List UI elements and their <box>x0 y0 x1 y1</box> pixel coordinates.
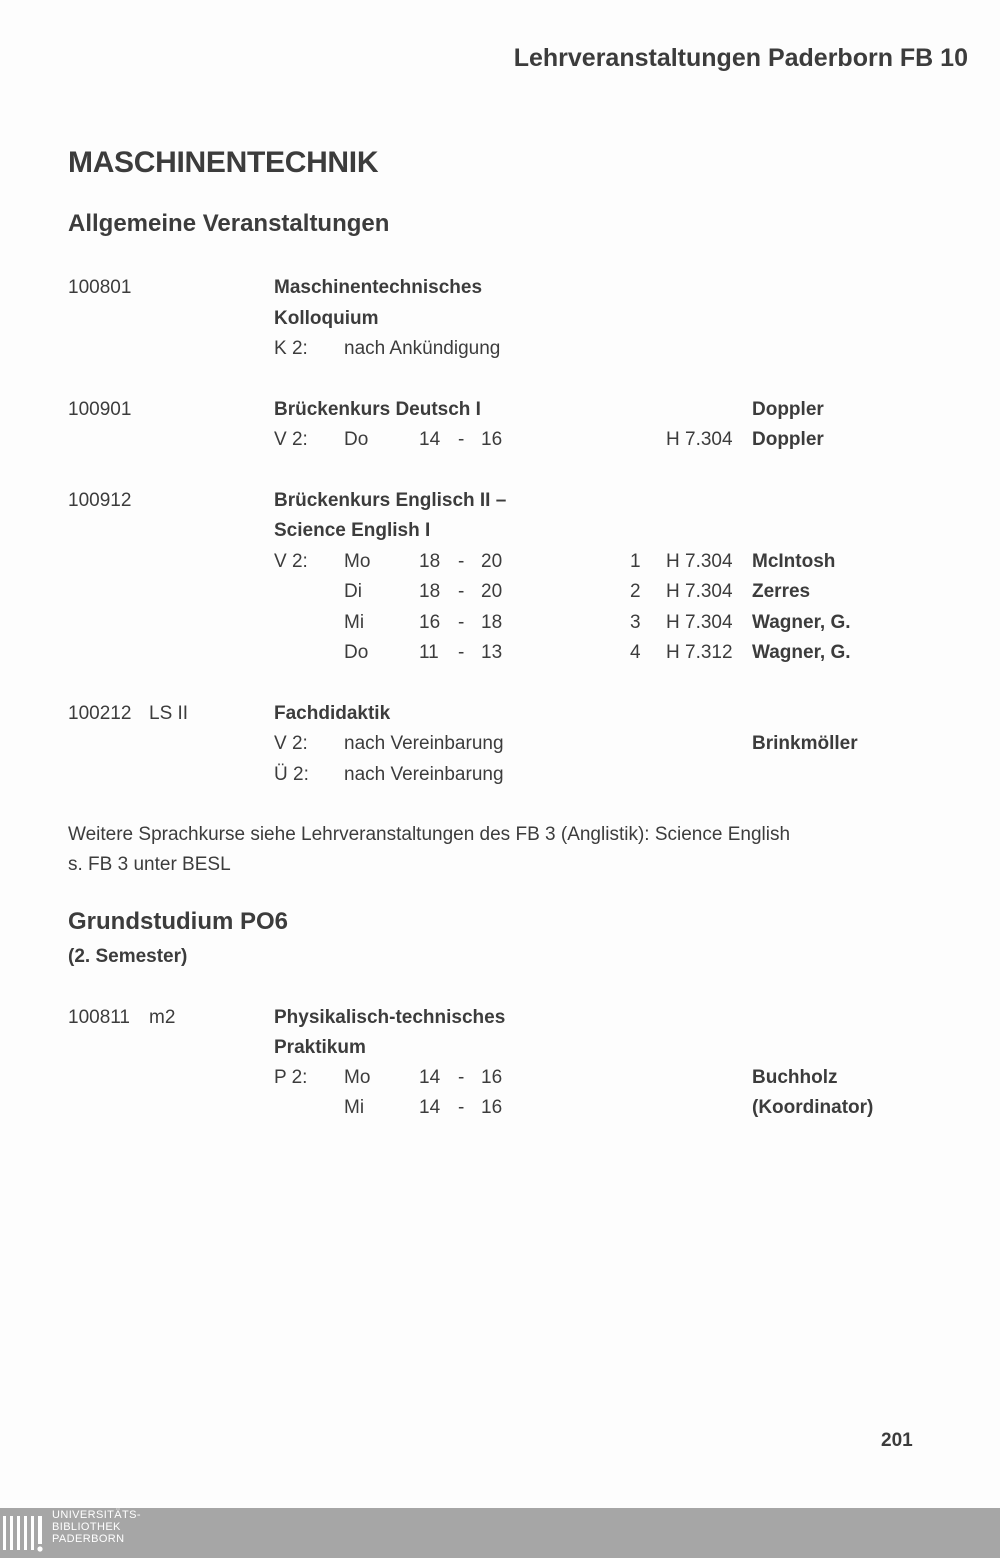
course-time-dash: - <box>458 429 465 450</box>
course-title: Science English I <box>274 520 431 541</box>
course-lecturer: (Koordinator) <box>752 1097 874 1118</box>
course-id: 100811 <box>68 1007 130 1028</box>
course-day: Mi <box>344 612 365 633</box>
course-time-from: 14 <box>419 1097 441 1118</box>
course-note: nach Vereinbarung <box>344 733 504 754</box>
course-title: Praktikum <box>274 1037 366 1058</box>
course-time-from: 18 <box>419 581 441 602</box>
section-heading-grundstudium: Grundstudium PO6 <box>68 908 289 935</box>
course-time-from: 16 <box>419 612 441 633</box>
course-tag: LS II <box>149 703 189 724</box>
course-lecturer: Buchholz <box>752 1067 838 1088</box>
course-time-to: 20 <box>481 581 503 602</box>
course-room: H 7.304 <box>666 429 733 450</box>
course-title: Brückenkurs Deutsch I <box>274 399 481 420</box>
course-time-dash: - <box>458 1067 465 1088</box>
course-day: Mi <box>344 1097 365 1118</box>
course-room: H 7.304 <box>666 612 733 633</box>
course-time-from: 18 <box>419 551 441 572</box>
course-lecturer: McIntosh <box>752 551 836 572</box>
course-title: Fachdidaktik <box>274 703 391 724</box>
course-type: V 2: <box>274 551 308 572</box>
course-tag: m2 <box>149 1007 176 1028</box>
course-type: V 2: <box>274 429 308 450</box>
course-id: 100912 <box>68 490 132 511</box>
course-group: 2 <box>630 581 641 602</box>
course-time-to: 16 <box>481 429 503 450</box>
course-room: H 7.304 <box>666 551 733 572</box>
course-id: 100901 <box>68 399 132 420</box>
library-name-line: PADERBORN <box>52 1533 125 1545</box>
course-id: 100801 <box>68 277 132 298</box>
section-subheading: (2. Semester) <box>68 946 188 967</box>
course-group: 3 <box>630 612 641 633</box>
course-time-to: 16 <box>481 1097 503 1118</box>
course-id: 100212 <box>68 703 132 724</box>
section-heading-allgemeine: Allgemeine Veranstaltungen <box>68 210 390 237</box>
course-type: P 2: <box>274 1067 308 1088</box>
course-lecturer: Brinkmöller <box>752 733 858 754</box>
course-type: V 2: <box>274 733 308 754</box>
course-title: Physikalisch-technisches <box>274 1007 506 1028</box>
library-footer <box>0 1508 1000 1558</box>
course-lecturer: Doppler <box>752 399 824 420</box>
course-room: H 7.312 <box>666 642 733 663</box>
course-title: Maschinentechnisches <box>274 277 483 298</box>
course-time-dash: - <box>458 551 465 572</box>
course-day: Di <box>344 581 362 602</box>
course-lecturer: Doppler <box>752 429 824 450</box>
course-lecturer: Zerres <box>752 581 811 602</box>
page-title: MASCHINENTECHNIK <box>68 146 379 179</box>
library-name-line: BIBLIOTHEK <box>52 1521 121 1533</box>
library-logo-icon <box>2 1512 48 1554</box>
course-lecturer: Wagner, G. <box>752 612 851 633</box>
running-head: Lehrveranstaltungen Paderborn FB 10 <box>513 44 968 72</box>
course-time-dash: - <box>458 642 465 663</box>
course-time-dash: - <box>458 1097 465 1118</box>
note-line: s. FB 3 unter BESL <box>68 854 231 875</box>
course-time-to: 13 <box>481 642 503 663</box>
course-type: K 2: <box>274 338 308 359</box>
page-number: 201 <box>881 1430 913 1451</box>
course-title: Brückenkurs Englisch II – <box>274 490 507 511</box>
course-time-from: 11 <box>419 642 439 663</box>
course-day: Mo <box>344 551 371 572</box>
course-title: Kolloquium <box>274 308 379 329</box>
course-time-to: 20 <box>481 551 503 572</box>
course-time-to: 16 <box>481 1067 503 1088</box>
library-name-line: UNIVERSITÄTS- <box>52 1509 141 1521</box>
course-note: nach Vereinbarung <box>344 764 504 785</box>
course-lecturer: Wagner, G. <box>752 642 851 663</box>
course-note: nach Ankündigung <box>344 338 501 359</box>
library-name <box>52 1509 141 1545</box>
course-time-to: 18 <box>481 612 503 633</box>
course-day: Do <box>344 429 369 450</box>
language-course-note <box>68 820 888 880</box>
course-room: H 7.304 <box>666 581 733 602</box>
course-type: Ü 2: <box>274 764 309 785</box>
course-day: Mo <box>344 1067 371 1088</box>
course-time-from: 14 <box>419 1067 441 1088</box>
course-day: Do <box>344 642 369 663</box>
course-group: 4 <box>630 642 641 663</box>
course-group: 1 <box>630 551 641 572</box>
course-time-dash: - <box>458 581 465 602</box>
note-line: Weitere Sprachkurse siehe Lehrveranstaltungen des FB 3 (Anglistik): Science English <box>68 824 791 845</box>
course-time-from: 14 <box>419 429 441 450</box>
course-time-dash: - <box>458 612 465 633</box>
